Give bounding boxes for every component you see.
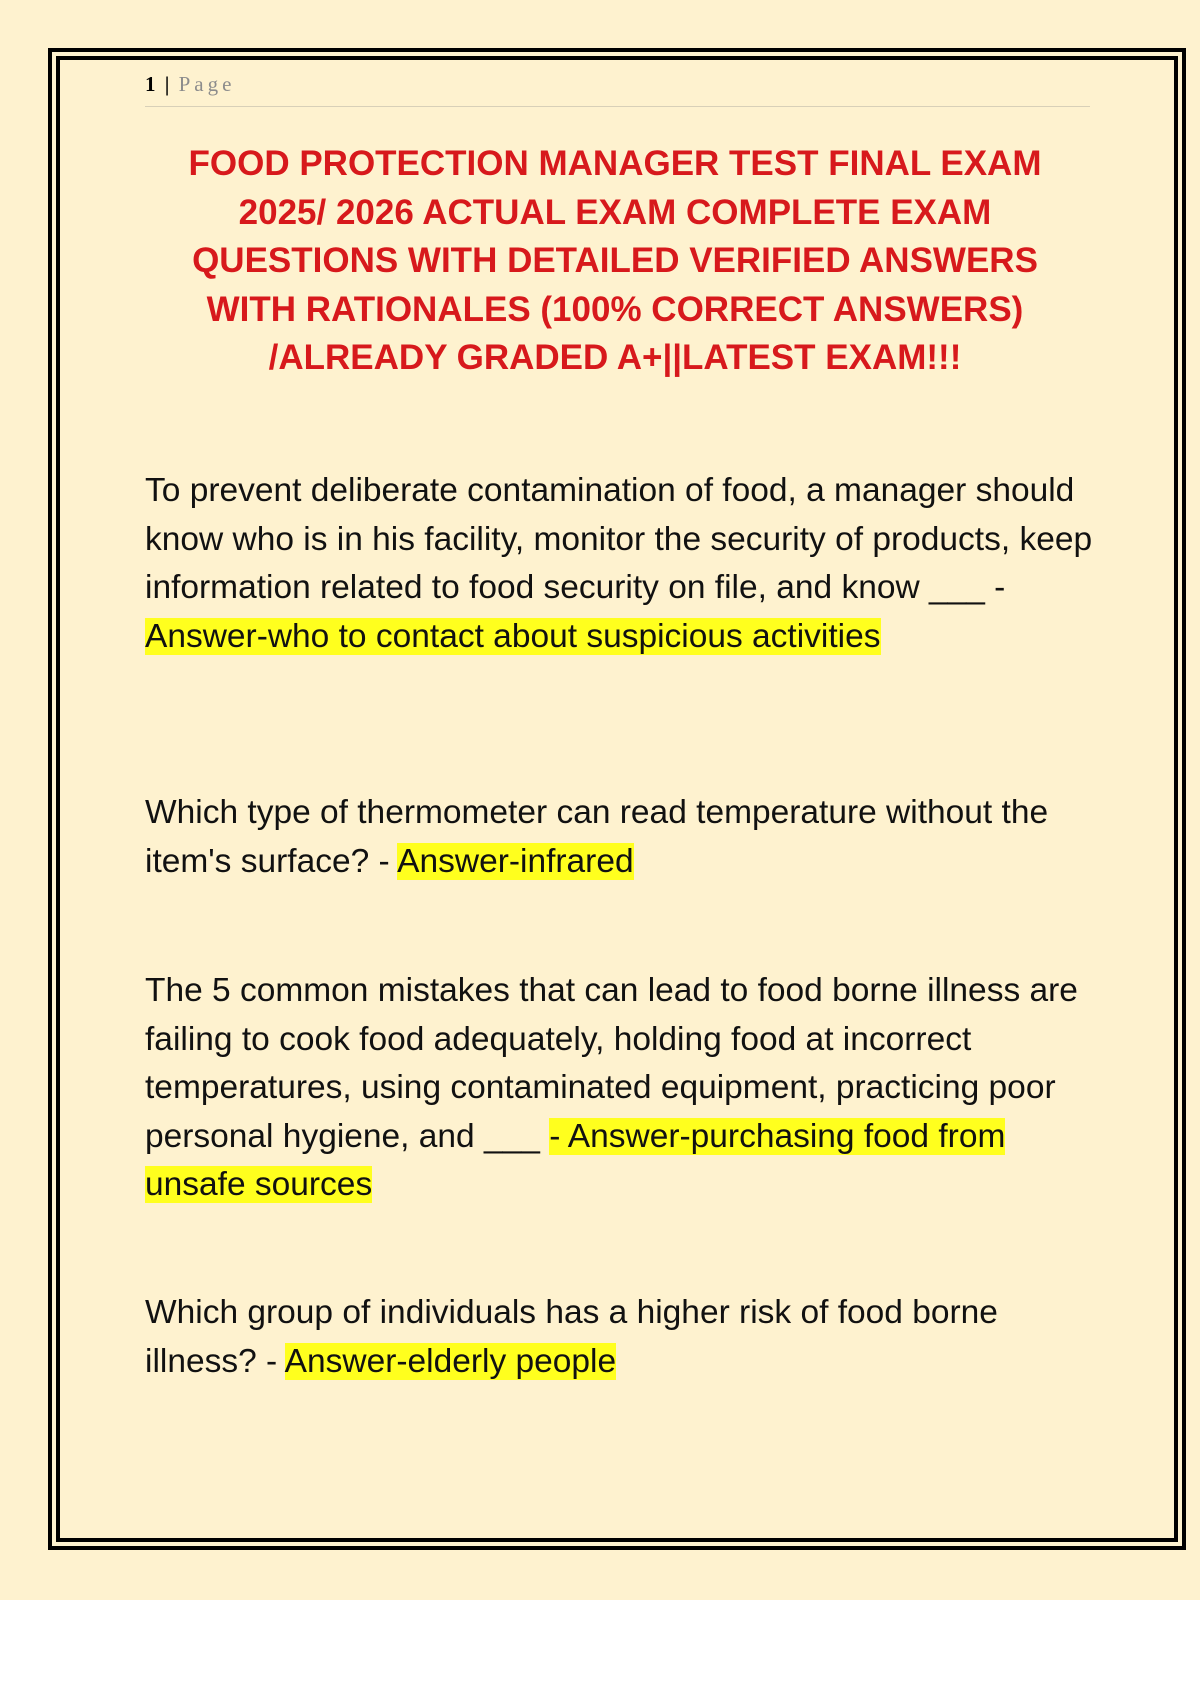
qa-item-2 (145, 789, 1095, 886)
page-header-separator: | (164, 72, 172, 96)
page-number: 1 (145, 72, 158, 96)
qa-item-3 (145, 967, 1095, 1210)
question-text: The 5 common mistakes that can lead to food borne illness are failing to cook food adequately, holding food at incorrect temperatures, using contaminated equipment, practicing poor personal hygiene, and ___ (145, 972, 1078, 1155)
answer-text: Answer-infrared (397, 842, 634, 880)
question-text: Which type of thermometer can read temperature without the item's surface? - (145, 794, 1049, 880)
qa-item-1 (145, 467, 1095, 661)
question-text: To prevent deliberate contamination of food, a manager should know who is in his facility, monitor the security of products, keep information related to food security on file, and know ___ - (145, 472, 1093, 606)
answer-text: Answer-who to contact about suspicious activities (145, 617, 881, 655)
question-text: Which group of individuals has a higher risk of food borne illness? - (145, 1294, 998, 1380)
answer-text: - Answer-purchasing food from unsafe sources (145, 1117, 1006, 1203)
document-title: FOOD PROTECTION MANAGER TEST FINAL EXAM 2025/ 2026 ACTUAL EXAM COMPLETE EXAM QUESTIONS WITH DETAILED VERIFIED ANSWERS WITH RATIONALES (100% CORRECT ANSWERS) /ALREADY GRADED A+||LATEST EXAM!!! (188, 144, 1042, 377)
page-header (145, 72, 1090, 107)
answer-text: Answer-elderly people (284, 1342, 617, 1380)
qa-item-4 (145, 1289, 1095, 1386)
page-label: Page (178, 72, 236, 96)
